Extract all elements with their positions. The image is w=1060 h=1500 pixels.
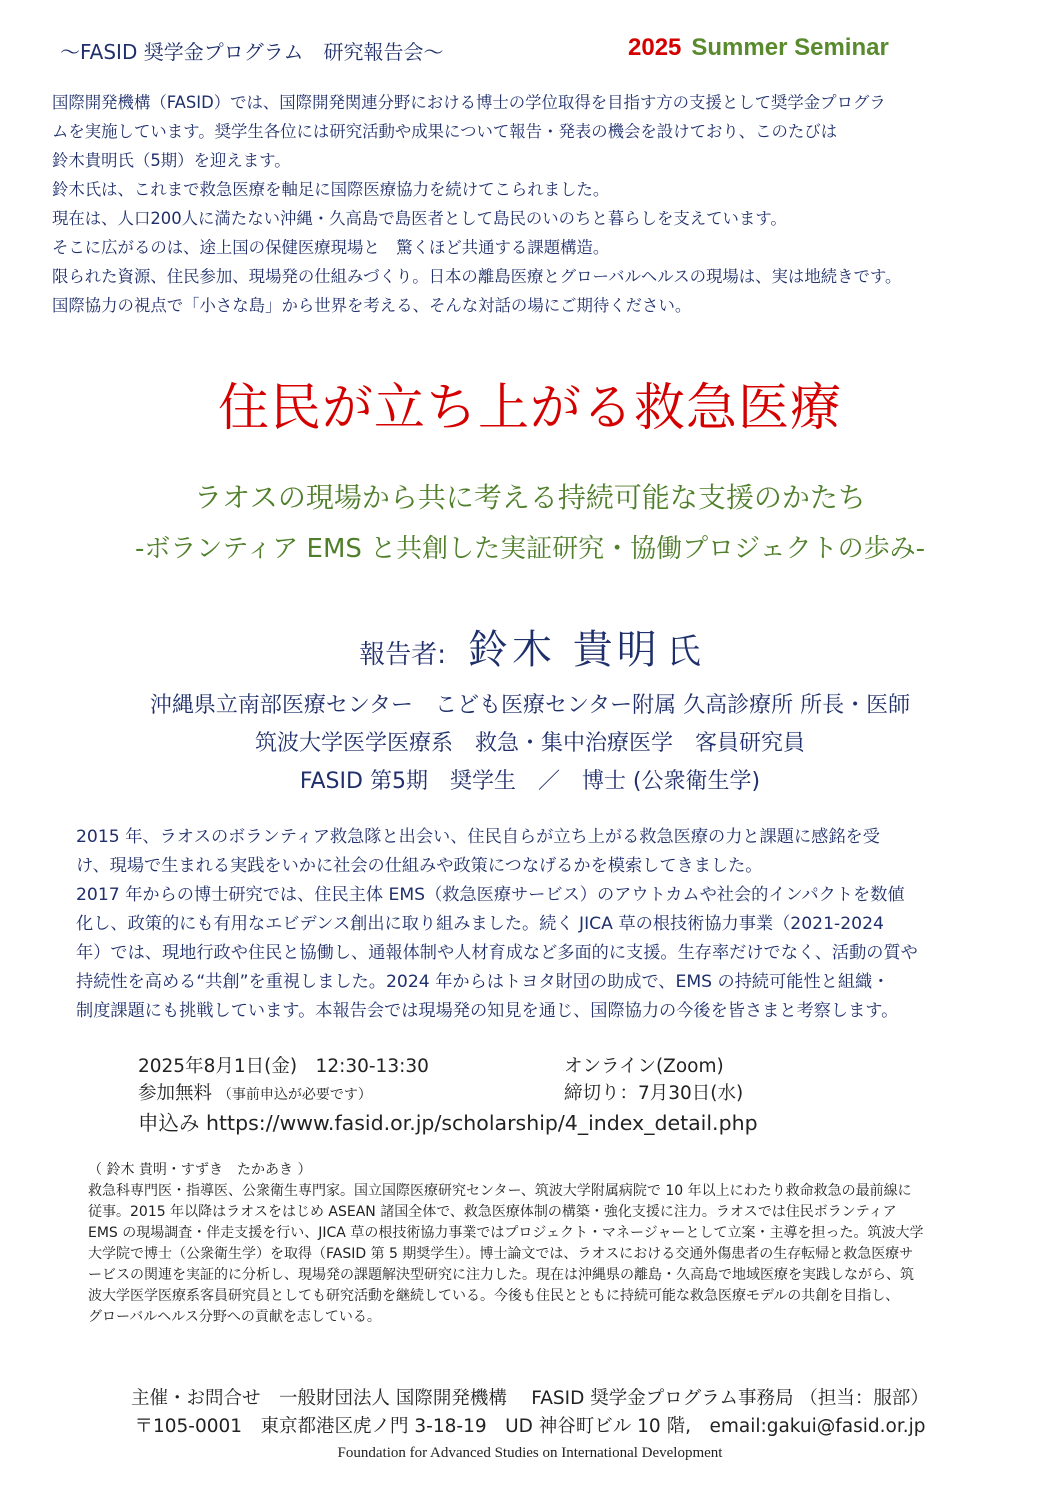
event-datetime: 2025年8月1日(金) 12:30-13:30 bbox=[138, 1056, 429, 1077]
bio-line: ービスの関連を実証的に分析し、現場発の課題解決型研究に注力した。現在は沖縄県の離島・久高島で地域医療を実践しながら、筑 bbox=[88, 1267, 914, 1283]
subtitle: ラオスの現場から共に考える持続可能な支援のかたち bbox=[194, 481, 866, 514]
contact-address: 〒105-0001 東京都港区虎ノ門 3-18-19 UD 神谷町ビル 10 階, email:gakui@fasid.or.jp bbox=[134, 1416, 926, 1437]
event-venue: オンライン(Zoom) bbox=[564, 1056, 724, 1077]
seminar-header bbox=[628, 34, 889, 62]
abstract-line: 化し、政策的にも有用なエビデンス創出に取り組みました。続く JICA 草の根技術協力事業（2021-2024 bbox=[76, 914, 884, 934]
seminar-year: 2025 bbox=[628, 34, 682, 61]
abstract-line: け、現場で生まれる実践をいかに社会の仕組みや政策につなげるかを模索してきました。 bbox=[76, 856, 763, 876]
event-deadline: 締切り：7月30日(水) bbox=[564, 1083, 744, 1104]
abstract-line: 2015 年、ラオスのボランティア救急隊と出会い、住民自らが立ち上がる救急医療の力と課題に感銘を受 bbox=[76, 827, 880, 847]
bio-line: （ 鈴木 貴明・すずき たかあき ） bbox=[88, 1162, 312, 1178]
intro-text bbox=[52, 88, 1017, 320]
seminar-name: Summer Seminar bbox=[691, 34, 889, 61]
series-header: ～FASID 奨学金プログラム 研究報告会～ bbox=[60, 40, 444, 64]
intro-line: 国際開発機構（FASID）では、国際開発関連分野における博士の学位取得を目指す方の支援として奨学金プログラ bbox=[52, 93, 886, 112]
abstract-line: 持続性を高める“共創”を重視しました。2024 年からはトヨタ財団の助成で、EMS の持続可能性と組織・ bbox=[76, 972, 890, 992]
speaker-label: 報告者: bbox=[359, 640, 447, 670]
footer-org-name: Foundation for Advanced Studies on International Development bbox=[337, 1445, 723, 1461]
intro-line: 現在は、人口200人に満たない沖縄・久高島で島医者として島民のいのちと暮らしを支えています。 bbox=[52, 209, 787, 228]
event-fee-note: （事前申込が必要です） bbox=[217, 1087, 372, 1103]
bio-line: 大学院で博士（公衆衛生学）を取得（FASID 第 5 期奨学生）。博士論文では、ラオスにおける交通外傷患者の生存転帰と救急医療サ bbox=[88, 1246, 914, 1262]
bio-line: EMS の現場調査・伴走支援を行い、JICA 草の根技術協力事業ではプロジェクト・マネージャーとして立案・主導を担った。筑波大学 bbox=[88, 1225, 924, 1241]
bio-line: 従事。2015 年以降はラオスをはじめ ASEAN 諸国全体で、救急医療体制の構築・強化支援に注力。ラオスでは住民ボランティア bbox=[88, 1204, 897, 1220]
intro-line: 国際協力の視点で「小さな島」から世界を考える、そんな対話の場にご期待ください。 bbox=[52, 296, 692, 315]
subtitle-secondary: -ボランティア EMS と共創した実証研究・協働プロジェクトの歩み- bbox=[134, 534, 926, 564]
intro-line: ムを実施しています。奨学生各位には研究活動や成果について報告・発表の機会を設けており、このたびは bbox=[52, 122, 838, 141]
abstract-text bbox=[76, 823, 996, 1026]
contact-organizer: 主催・お問合せ 一般財団法人 国際開発機構 FASID 奨学金プログラム事務局 （担当：服部） bbox=[131, 1388, 929, 1409]
bio-line: 救急科専門医・指導医、公衆衛生専門家。国立国際医療研究センター、筑波大学附属病院で 10 年以上にわたり救命救急の最前線に bbox=[88, 1183, 912, 1199]
event-details bbox=[138, 1052, 938, 1133]
speaker bbox=[0, 618, 1060, 675]
event-row-datetime bbox=[138, 1052, 938, 1079]
intro-line: そこに広がるのは、途上国の保健医療現場と 驚くほど共通する課題構造。 bbox=[52, 238, 610, 257]
bio-line: グローバルヘルス分野への貢献を志している。 bbox=[88, 1309, 381, 1325]
affiliation-line: FASID 第5期 奨学生 ／ 博士 (公衆衛生学) bbox=[299, 769, 761, 794]
event-fee: 参加無料 bbox=[138, 1083, 213, 1104]
affiliation-line: 沖縄県立南部医療センター こども医療センター附属 久高診療所 所長・医師 bbox=[149, 693, 911, 718]
apply-label: 申込み bbox=[138, 1111, 200, 1135]
event-row-fee bbox=[138, 1079, 938, 1106]
event-row-apply bbox=[138, 1106, 938, 1133]
abstract-line: 2017 年からの博士研究では、住民主体 EMS（救急医療サービス）のアウトカムや社会的インパクトを数値 bbox=[76, 885, 905, 905]
abstract-line: 制度課題にも挑戦しています。本報告会では現場発の知見を通じ、国際協力の今後を皆さまと考察します。 bbox=[76, 1001, 899, 1021]
intro-line: 限られた資源、住民参加、現場発の仕組みづくり。日本の離島医療とグローバルヘルスの現場は、実は地続きです。 bbox=[52, 267, 902, 286]
speaker-honorific: 氏 bbox=[666, 632, 701, 672]
intro-line: 鈴木貴明氏（5期）を迎えます。 bbox=[52, 151, 291, 170]
intro-line: 鈴木氏は、これまで救急医療を軸足に国際医療協力を続けてこられました。 bbox=[52, 180, 610, 199]
abstract-line: 年）では、現地行政や住民と協働し、通報体制や人材育成など多面的に支援。生存率だけでなく、活動の質や bbox=[76, 943, 918, 963]
speaker-name: 鈴木 貴明 bbox=[468, 627, 661, 673]
affiliation-line: 筑波大学医学医療系 救急・集中治療医学 客員研究員 bbox=[254, 731, 805, 756]
speaker-bio bbox=[88, 1160, 993, 1328]
main-title: 住民が立ち上がる救急医療 bbox=[217, 379, 842, 438]
apply-url-link[interactable]: https://www.fasid.or.jp/scholarship/4_index_detail.php bbox=[206, 1111, 758, 1135]
bio-line: 波大学医学医療系客員研究員としても研究活動を継続している。今後も住民とともに持続可能な救急医療モデルの共創を目指し、 bbox=[88, 1288, 900, 1304]
